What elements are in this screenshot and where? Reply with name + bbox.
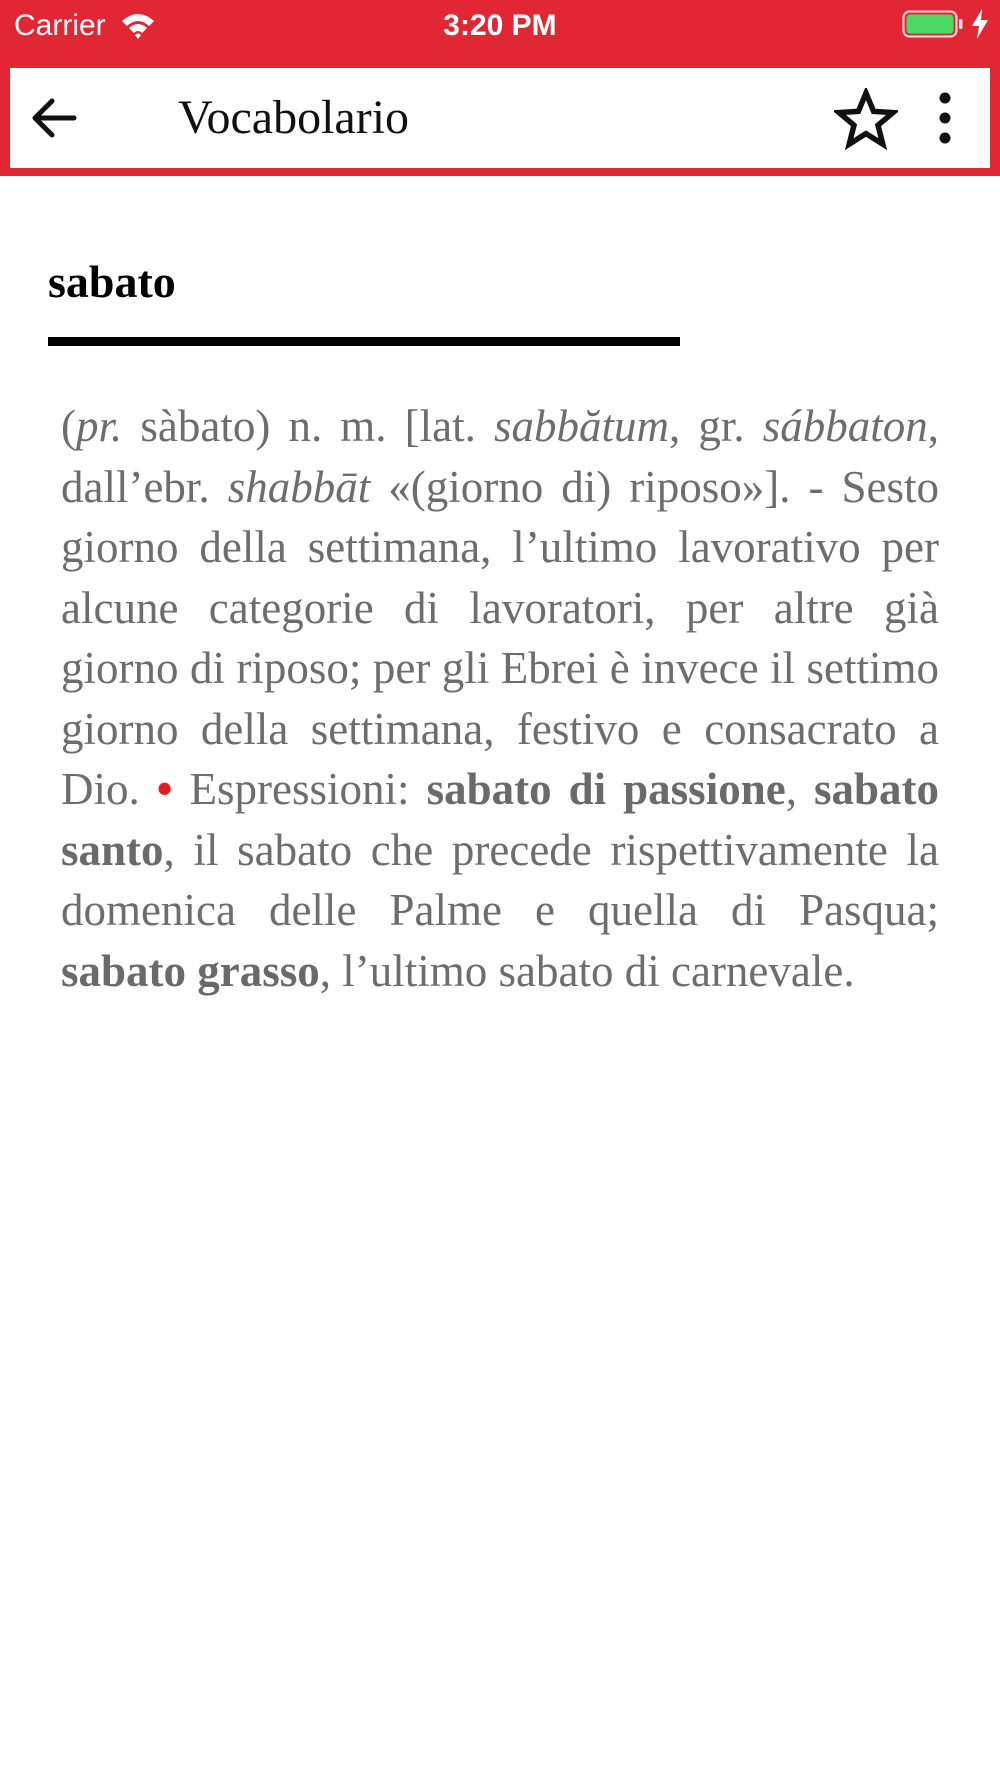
expression-term: sabato grasso: [61, 945, 320, 996]
definition-text: Espressioni:: [172, 764, 427, 814]
expression-term: sabato di passione: [426, 764, 786, 814]
definition-text: ,: [785, 764, 814, 814]
bullet-icon: •: [156, 764, 173, 814]
definition-italic: sabbătum: [493, 401, 669, 451]
star-outline-icon[interactable]: [834, 88, 898, 150]
entry-definition: [61, 396, 939, 1001]
definition-text: , gr.: [669, 401, 763, 451]
entry-headword: sabato: [48, 256, 176, 307]
definition-italic: shabbāt: [227, 461, 371, 512]
battery-icon: [902, 10, 964, 38]
title-divider: [48, 337, 680, 346]
definition-text: , dall’ebr.: [61, 401, 939, 512]
navigation-bar: [10, 68, 990, 168]
definition-text: , l’ultimo sabato di carnevale.: [319, 945, 855, 996]
definition-italic: sábbaton: [762, 401, 928, 451]
status-time: 3:20 PM: [443, 9, 557, 42]
definition-text: sàbato) n. m. [lat.: [122, 401, 494, 451]
more-vertical-icon[interactable]: [932, 92, 958, 144]
status-bar: [0, 0, 1000, 176]
carrier-label: Carrier: [14, 9, 106, 42]
definition-text: , il sabato che precede rispettivamente la domenica delle Palme e quella di Pasqua;: [61, 824, 939, 935]
arrow-left-icon[interactable]: [26, 90, 82, 146]
definition-text: «(giorno di) riposo»]. - Sesto giorno della settimana, l’ultimo lavorativo per alcune categorie di lavoratori, per altre già giorno di riposo; per gli Ebrei è invece il settimo giorno della settimana, festivo e consacrato a Dio.: [61, 461, 939, 814]
definition-italic: pr.: [76, 401, 123, 451]
definition-text: (: [61, 401, 76, 451]
page-title: Vocabolario: [178, 91, 410, 144]
charging-bolt-icon: [970, 8, 990, 40]
expression-term: sabato santo: [61, 764, 939, 875]
